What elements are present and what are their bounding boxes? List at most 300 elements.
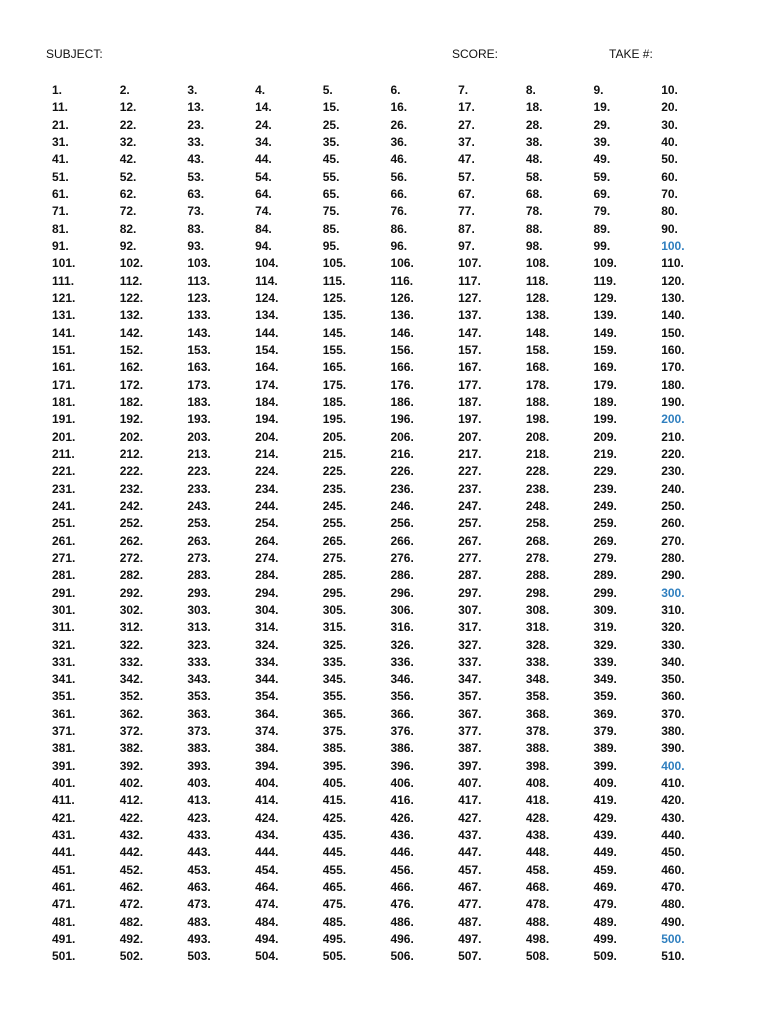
answer-number: 198. bbox=[525, 412, 550, 427]
answer-number: 124. bbox=[255, 290, 279, 305]
answer-number: 269. bbox=[593, 533, 617, 548]
answer-number: 469. bbox=[593, 880, 617, 895]
answer-number: 411. bbox=[52, 793, 75, 808]
answer-number: 484. bbox=[255, 914, 279, 929]
answer-number: 503. bbox=[187, 949, 211, 964]
answer-number: 67. bbox=[458, 186, 475, 201]
answer-number: 92. bbox=[119, 238, 137, 253]
answer-number: 315. bbox=[322, 620, 347, 635]
answer-number: 111. bbox=[52, 273, 75, 288]
answer-number: 455. bbox=[322, 862, 347, 877]
answer-number: 202. bbox=[119, 429, 144, 444]
answer-number: 23. bbox=[187, 117, 205, 132]
answer-number: 1. bbox=[52, 83, 63, 97]
answer-number: 46. bbox=[390, 152, 408, 167]
answer-number: 317. bbox=[458, 620, 482, 635]
answer-number: 341. bbox=[52, 672, 76, 687]
answer-number: 359. bbox=[593, 689, 617, 704]
answer-number: 490. bbox=[661, 914, 685, 929]
answer-number: 348. bbox=[525, 672, 550, 687]
answer-number: 306. bbox=[390, 602, 414, 617]
answer-number: 423. bbox=[187, 810, 211, 825]
answer-number: 294. bbox=[255, 585, 279, 600]
answer-number: 62. bbox=[119, 186, 137, 201]
answer-number: 54. bbox=[255, 169, 272, 184]
answer-number: 424. bbox=[255, 810, 279, 825]
answer-number: 135. bbox=[322, 308, 347, 323]
answer-number: 414. bbox=[255, 793, 279, 808]
answer-number: 488. bbox=[525, 914, 550, 929]
answer-number: 310. bbox=[661, 602, 685, 617]
score-label: SCORE: bbox=[452, 47, 499, 61]
answer-number: 438. bbox=[525, 828, 550, 843]
answer-number: 248. bbox=[525, 498, 550, 513]
answer-number: 337. bbox=[458, 654, 482, 669]
answer-number: 192. bbox=[119, 412, 144, 427]
answer-number: 382. bbox=[119, 741, 144, 756]
answer-number: 162. bbox=[119, 360, 144, 375]
answer-number: 466. bbox=[390, 880, 414, 895]
answer-number: 351. bbox=[52, 689, 76, 704]
answer-number: 443. bbox=[187, 845, 211, 860]
answer-number: 346. bbox=[390, 672, 414, 687]
answer-number: 426. bbox=[390, 810, 414, 825]
answer-number: 208. bbox=[525, 429, 550, 444]
answer-number: 156. bbox=[390, 342, 414, 357]
answer-number: 230. bbox=[661, 464, 685, 479]
answer-number: 203. bbox=[187, 429, 211, 444]
answer-number: 120. bbox=[661, 273, 685, 288]
answer-number: 209. bbox=[593, 429, 617, 444]
answer-number: 404. bbox=[255, 776, 279, 791]
answer-number: 127. bbox=[458, 290, 482, 305]
answer-number: 146. bbox=[390, 325, 414, 340]
answer-number: 408. bbox=[525, 776, 550, 791]
answer-number: 29. bbox=[593, 117, 611, 132]
answer-number: 496. bbox=[390, 932, 414, 947]
answer-number: 154. bbox=[255, 342, 279, 357]
answer-number: 437. bbox=[458, 828, 482, 843]
answer-number: 383. bbox=[187, 741, 211, 756]
answer-number: 454. bbox=[255, 862, 279, 877]
answer-number: 253. bbox=[187, 516, 211, 531]
answer-number: 39. bbox=[593, 134, 611, 149]
answer-number: 394. bbox=[255, 758, 279, 773]
answer-number: 19. bbox=[593, 100, 611, 115]
answer-number: 416. bbox=[390, 793, 414, 808]
answer-number: 415. bbox=[322, 793, 347, 808]
answer-number: 257. bbox=[458, 516, 482, 531]
answer-number: 73. bbox=[187, 204, 205, 219]
answer-number: 3. bbox=[187, 83, 198, 97]
answer-number: 235. bbox=[322, 481, 347, 496]
answer-number: 483. bbox=[187, 914, 211, 929]
answer-number: 491. bbox=[52, 932, 76, 947]
answer-number: 326. bbox=[390, 637, 414, 652]
answer-number: 430. bbox=[661, 810, 685, 825]
answer-number: 349. bbox=[593, 672, 617, 687]
answer-number: 273. bbox=[187, 550, 211, 565]
answer-number: 243. bbox=[187, 498, 211, 513]
answer-number: 397. bbox=[458, 758, 482, 773]
answer-number: 499. bbox=[593, 932, 617, 947]
answer-number: 97. bbox=[458, 238, 475, 253]
answer-number: 447. bbox=[458, 845, 482, 860]
answer-number: 355. bbox=[322, 689, 347, 704]
answer-number: 380. bbox=[661, 724, 685, 739]
answer-number: 118. bbox=[525, 273, 549, 288]
answer-number: 252. bbox=[119, 516, 144, 531]
answer-number: 286. bbox=[390, 568, 414, 583]
answer-number: 126. bbox=[390, 290, 414, 305]
answer-number: 309. bbox=[593, 602, 617, 617]
answer-number: 472. bbox=[119, 897, 144, 912]
answer-number: 181. bbox=[52, 394, 76, 409]
answer-number: 364. bbox=[255, 706, 279, 721]
answer-number: 296. bbox=[390, 585, 414, 600]
answer-number: 165. bbox=[322, 360, 347, 375]
answer-number: 460. bbox=[661, 862, 685, 877]
answer-number: 378. bbox=[525, 724, 550, 739]
answer-number: 94. bbox=[255, 238, 272, 253]
answer-number: 88. bbox=[525, 221, 543, 236]
answer-number: 196. bbox=[390, 412, 414, 427]
answer-number: 356. bbox=[390, 689, 414, 704]
answer-number: 435. bbox=[322, 828, 347, 843]
answer-number: 504. bbox=[255, 949, 279, 964]
answer-number: 112. bbox=[119, 273, 143, 288]
answer-number: 370. bbox=[661, 706, 685, 721]
answer-number: 72. bbox=[119, 204, 137, 219]
answer-number: 41. bbox=[52, 152, 69, 167]
answer-number: 61. bbox=[52, 186, 69, 201]
answer-number: 131. bbox=[52, 308, 76, 323]
answer-number: 451. bbox=[52, 862, 76, 877]
answer-number: 448. bbox=[525, 845, 550, 860]
answer-number: 148. bbox=[525, 325, 550, 340]
answer-number: 219. bbox=[593, 446, 617, 461]
answer-number: 52. bbox=[119, 169, 137, 184]
answer-number: 70. bbox=[661, 186, 678, 201]
answer-number: 311. bbox=[52, 620, 75, 635]
answer-number: 110. bbox=[661, 256, 684, 271]
answer-number: 474. bbox=[255, 897, 279, 912]
answer-number: 427. bbox=[458, 810, 482, 825]
answer-number: 47. bbox=[458, 152, 475, 167]
answer-number: 6. bbox=[390, 83, 401, 97]
answer-number: 48. bbox=[525, 152, 543, 167]
answer-number: 477. bbox=[458, 897, 482, 912]
sheet-header bbox=[0, 47, 768, 65]
answer-number: 487. bbox=[458, 914, 482, 929]
answer-number: 293. bbox=[187, 585, 211, 600]
answer-number: 153. bbox=[187, 342, 211, 357]
answer-number: 354. bbox=[255, 689, 279, 704]
answer-number: 428. bbox=[525, 810, 550, 825]
answer-number: 429. bbox=[593, 810, 617, 825]
answer-number: 250. bbox=[661, 498, 685, 513]
answer-number: 331. bbox=[52, 654, 76, 669]
answer-number: 475. bbox=[322, 897, 347, 912]
answer-number: 90. bbox=[661, 221, 678, 236]
answer-number: 140. bbox=[661, 308, 685, 323]
answer-number: 184. bbox=[255, 394, 279, 409]
answer-number: 100. bbox=[661, 238, 685, 253]
answer-number: 51. bbox=[52, 169, 69, 184]
answer-number: 436. bbox=[390, 828, 414, 843]
answer-number: 267. bbox=[458, 533, 482, 548]
answer-number: 34. bbox=[255, 134, 272, 149]
answer-number: 373. bbox=[187, 724, 211, 739]
answer-number: 96. bbox=[390, 238, 408, 253]
answer-number: 396. bbox=[390, 758, 414, 773]
answer-number: 189. bbox=[593, 394, 617, 409]
answer-number: 510. bbox=[661, 949, 685, 964]
answer-number: 36. bbox=[390, 134, 408, 149]
answer-number: 275. bbox=[322, 550, 347, 565]
answer-number: 12. bbox=[119, 100, 137, 115]
answer-number: 308. bbox=[525, 602, 550, 617]
answer-number: 389. bbox=[593, 741, 617, 756]
answer-number: 284. bbox=[255, 568, 279, 583]
answer-number: 226. bbox=[390, 464, 414, 479]
answer-number: 158. bbox=[525, 342, 550, 357]
answer-number: 82. bbox=[119, 221, 137, 236]
answer-number: 239. bbox=[593, 481, 617, 496]
answer-number: 188. bbox=[525, 394, 550, 409]
answer-number: 418. bbox=[525, 793, 550, 808]
answer-number: 206. bbox=[390, 429, 414, 444]
answer-number: 266. bbox=[390, 533, 414, 548]
answer-number: 247. bbox=[458, 498, 482, 513]
answer-number: 287. bbox=[458, 568, 482, 583]
answer-number: 410. bbox=[661, 776, 685, 791]
answer-number: 74. bbox=[255, 204, 272, 219]
answer-number: 25. bbox=[322, 117, 340, 132]
answer-number: 463. bbox=[187, 880, 211, 895]
answer-number: 506. bbox=[390, 949, 414, 964]
answer-number: 500. bbox=[661, 932, 685, 947]
answer-number: 222. bbox=[119, 464, 144, 479]
answer-number: 323. bbox=[187, 637, 211, 652]
answer-number: 134. bbox=[255, 308, 279, 323]
answer-number: 376. bbox=[390, 724, 414, 739]
answer-number: 508. bbox=[525, 949, 550, 964]
answer-number: 190. bbox=[661, 394, 685, 409]
answer-number: 417. bbox=[458, 793, 482, 808]
answer-number: 486. bbox=[390, 914, 414, 929]
answer-number: 299. bbox=[593, 585, 617, 600]
answer-number: 14. bbox=[255, 100, 272, 115]
answer-number: 450. bbox=[661, 845, 685, 860]
answer-number: 358. bbox=[525, 689, 550, 704]
answer-number: 227. bbox=[458, 464, 482, 479]
answer-number: 145. bbox=[322, 325, 347, 340]
answer-number: 313. bbox=[187, 620, 211, 635]
answer-number: 422. bbox=[119, 810, 144, 825]
answer-number: 305. bbox=[322, 602, 347, 617]
answer-number: 280. bbox=[661, 550, 685, 565]
answer-number: 256. bbox=[390, 516, 414, 531]
answer-number: 304. bbox=[255, 602, 279, 617]
answer-number: 458. bbox=[525, 862, 550, 877]
answer-number: 398. bbox=[525, 758, 550, 773]
answer-number: 22. bbox=[119, 117, 137, 132]
answer-number: 495. bbox=[322, 932, 347, 947]
answer-number: 236. bbox=[390, 481, 414, 496]
answer-number: 412. bbox=[119, 793, 144, 808]
answer-number: 249. bbox=[593, 498, 617, 513]
answer-number: 461. bbox=[52, 880, 76, 895]
answer-number: 234. bbox=[255, 481, 279, 496]
answer-number: 246. bbox=[390, 498, 414, 513]
answer-number: 212. bbox=[119, 446, 144, 461]
answer-number: 320. bbox=[661, 620, 685, 635]
answer-number: 98. bbox=[525, 238, 543, 253]
answer-number: 381. bbox=[52, 741, 76, 756]
answer-number: 105. bbox=[322, 256, 347, 271]
answer-number: 403. bbox=[187, 776, 211, 791]
answer-number: 173. bbox=[187, 377, 211, 392]
answer-number: 84. bbox=[255, 221, 272, 236]
answer-number: 43. bbox=[187, 152, 205, 167]
answer-number: 16. bbox=[390, 100, 408, 115]
answer-number: 44. bbox=[255, 152, 272, 167]
answer-number: 172. bbox=[119, 377, 144, 392]
answer-number: 393. bbox=[187, 758, 211, 773]
answer-number: 462. bbox=[119, 880, 144, 895]
answer-number: 66. bbox=[390, 186, 408, 201]
answer-number: 87. bbox=[458, 221, 475, 236]
answer-number: 386. bbox=[390, 741, 414, 756]
answer-number: 213. bbox=[187, 446, 211, 461]
answer-number: 56. bbox=[390, 169, 408, 184]
answer-number: 445. bbox=[322, 845, 347, 860]
answer-number: 375. bbox=[322, 724, 347, 739]
answer-number: 101. bbox=[52, 256, 76, 271]
answer-number: 132. bbox=[119, 308, 144, 323]
answer-number: 321. bbox=[52, 637, 76, 652]
answer-number: 177. bbox=[458, 377, 482, 392]
answer-number: 179. bbox=[593, 377, 617, 392]
answer-number: 507. bbox=[458, 949, 482, 964]
answer-number: 342. bbox=[119, 672, 144, 687]
answer-number: 81. bbox=[52, 221, 69, 236]
answer-number: 276. bbox=[390, 550, 414, 565]
answer-number: 413. bbox=[187, 793, 211, 808]
take-number-label: TAKE #: bbox=[609, 47, 653, 61]
answer-number: 335. bbox=[322, 654, 347, 669]
answer-number: 329. bbox=[593, 637, 617, 652]
answer-number: 432. bbox=[119, 828, 144, 843]
answer-number: 55. bbox=[322, 169, 340, 184]
answer-number: 93. bbox=[187, 238, 205, 253]
answer-number: 272. bbox=[119, 550, 144, 565]
answer-number: 501. bbox=[52, 949, 76, 964]
answer-number: 402. bbox=[119, 776, 144, 791]
answer-number: 371. bbox=[52, 724, 76, 739]
answer-number: 385. bbox=[322, 741, 347, 756]
answer-number: 49. bbox=[593, 152, 611, 167]
answer-number: 298. bbox=[525, 585, 550, 600]
answer-number: 360. bbox=[661, 689, 685, 704]
answer-number: 502. bbox=[119, 949, 144, 964]
answer-number: 21. bbox=[52, 117, 69, 132]
answer-number: 336. bbox=[390, 654, 414, 669]
answer-number: 183. bbox=[187, 394, 211, 409]
answer-number: 7. bbox=[458, 83, 469, 97]
answer-number: 291. bbox=[52, 585, 76, 600]
answer-number: 2. bbox=[119, 83, 130, 97]
answer-number: 465. bbox=[322, 880, 347, 895]
answer-number: 366. bbox=[390, 706, 414, 721]
answer-number: 204. bbox=[255, 429, 279, 444]
answer-number: 63. bbox=[187, 186, 205, 201]
answer-number: 76. bbox=[390, 204, 408, 219]
answer-number: 369. bbox=[593, 706, 617, 721]
answer-number: 282. bbox=[119, 568, 144, 583]
answer-number: 452. bbox=[119, 862, 144, 877]
answer-number: 167. bbox=[458, 360, 482, 375]
answer-number: 338. bbox=[525, 654, 550, 669]
answer-number: 223. bbox=[187, 464, 211, 479]
answer-number: 391. bbox=[52, 758, 76, 773]
answer-number: 297. bbox=[458, 585, 482, 600]
answer-number: 161. bbox=[52, 360, 76, 375]
answer-number: 102. bbox=[119, 256, 144, 271]
answer-number: 301. bbox=[52, 602, 76, 617]
answer-number: 65. bbox=[322, 186, 340, 201]
answer-number: 71. bbox=[52, 204, 69, 219]
answer-number: 471. bbox=[52, 897, 76, 912]
answer-number: 50. bbox=[661, 152, 678, 167]
answer-number: 367. bbox=[458, 706, 482, 721]
answer-number: 178. bbox=[525, 377, 550, 392]
answer-number: 493. bbox=[187, 932, 211, 947]
answer-number: 10. bbox=[661, 83, 678, 97]
answer-number: 340. bbox=[661, 654, 685, 669]
answer-number: 480. bbox=[661, 897, 685, 912]
answer-number: 390. bbox=[661, 741, 685, 756]
answer-number: 216. bbox=[390, 446, 414, 461]
answer-number: 473. bbox=[187, 897, 211, 912]
answer-number: 497. bbox=[458, 932, 482, 947]
answer-number: 18. bbox=[525, 100, 543, 115]
answer-number: 324. bbox=[255, 637, 279, 652]
answer-number: 444. bbox=[255, 845, 279, 860]
answer-number: 144. bbox=[255, 325, 279, 340]
answer-number: 175. bbox=[322, 377, 347, 392]
answer-number: 129. bbox=[593, 290, 617, 305]
answer-number: 166. bbox=[390, 360, 414, 375]
answer-number: 186. bbox=[390, 394, 414, 409]
answer-number-grid bbox=[52, 82, 729, 966]
answer-number: 229. bbox=[593, 464, 617, 479]
answer-number: 201. bbox=[52, 429, 76, 444]
subject-label: SUBJECT: bbox=[46, 47, 103, 61]
answer-number: 125. bbox=[322, 290, 347, 305]
answer-number: 8. bbox=[525, 83, 536, 97]
answer-number: 365. bbox=[322, 706, 347, 721]
answer-number: 260. bbox=[661, 516, 685, 531]
answer-number: 262. bbox=[119, 533, 144, 548]
answer-number: 292. bbox=[119, 585, 144, 600]
answer-number: 479. bbox=[593, 897, 617, 912]
answer-number: 332. bbox=[119, 654, 144, 669]
answer-number: 245. bbox=[322, 498, 347, 513]
answer-number: 449. bbox=[593, 845, 617, 860]
answer-number: 264. bbox=[255, 533, 279, 548]
